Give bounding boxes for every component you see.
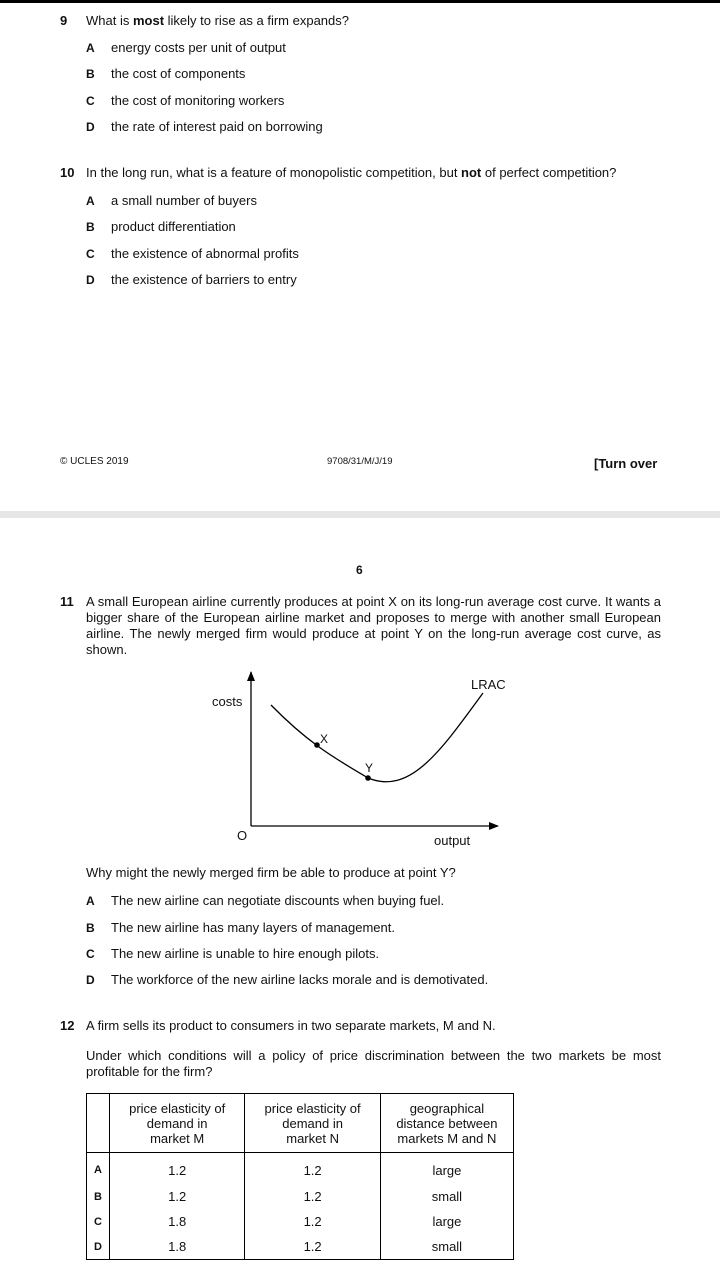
table-cell-distance: small <box>380 1234 513 1260</box>
q11-option-a: A The new airline can negotiate discounts when buying fuel. <box>86 893 445 908</box>
q12-number: 12 <box>60 1018 75 1033</box>
q10-option-d: D the existence of barriers to entry <box>86 272 297 287</box>
table-header-market-m: price elasticity of demand in market M <box>109 1094 244 1153</box>
q11-number: 11 <box>60 594 74 609</box>
q9-stem: What is most likely to rise as a firm expands? <box>86 13 349 28</box>
table-cell-distance: large <box>380 1153 513 1185</box>
table-cell-n: 1.2 <box>245 1184 380 1209</box>
x-axis-label: output <box>434 833 471 848</box>
point-y-marker <box>365 775 371 781</box>
point-x-marker <box>314 742 320 748</box>
q9-number: 9 <box>60 13 68 28</box>
table-cell-m: 1.8 <box>109 1234 244 1260</box>
page-number: 6 <box>356 563 363 577</box>
table-header-distance: geographical distance between markets M and N <box>380 1094 513 1153</box>
q11-question: Why might the newly merged firm be able to produce at point Y? <box>86 865 456 880</box>
table-cell-m: 1.2 <box>109 1153 244 1185</box>
table-row <box>87 1234 514 1260</box>
table-header-blank <box>87 1094 110 1153</box>
q9-option-c: C the cost of monitoring workers <box>86 93 285 108</box>
q11-option-c: C The new airline is unable to hire enough pilots. <box>86 946 380 961</box>
table-row-letter: B <box>87 1184 110 1209</box>
q12-stem: A firm sells its product to consumers in two separate markets, M and N. <box>86 1018 496 1033</box>
q11-stem: A small European airline currently produces at point X on its long-run average cost curve. It wants a bigger share of the European airline market and proposes to merge with another small European airline. The newly merged firm would produce at point Y on the long-run average cost curve, as shown. <box>86 594 661 657</box>
q10-stem: In the long run, what is a feature of monopolistic competition, but not of perfect competition? <box>86 165 617 180</box>
paper-code: 9708/31/M/J/19 <box>327 456 393 467</box>
table-row-letter: D <box>87 1234 110 1260</box>
table-header-row <box>87 1094 514 1153</box>
q10-option-b: B product differentiation <box>86 219 236 234</box>
table-cell-n: 1.2 <box>245 1153 380 1185</box>
turn-over-label: [Turn over <box>594 456 658 471</box>
q9-option-a: A energy costs per unit of output <box>86 40 286 55</box>
q9-option-b: B the cost of components <box>86 66 246 81</box>
table-cell-m: 1.2 <box>109 1184 244 1209</box>
table-row <box>87 1209 514 1234</box>
table-cell-m: 1.8 <box>109 1209 244 1234</box>
point-y-label: Y <box>365 761 374 775</box>
table-row <box>87 1184 514 1209</box>
y-axis-label: costs <box>212 694 243 709</box>
table-row <box>87 1153 514 1185</box>
price-discrimination-table <box>86 1093 514 1260</box>
table-cell-distance: large <box>380 1209 513 1234</box>
origin-label: O <box>237 828 248 843</box>
q11-option-d: D The workforce of the new airline lacks morale and is demotivated. <box>86 972 489 987</box>
point-x-label: X <box>320 732 329 746</box>
table-cell-n: 1.2 <box>245 1234 380 1260</box>
lrac-curve <box>271 693 483 782</box>
lrac-label: LRAC <box>471 677 506 692</box>
table-cell-distance: small <box>380 1184 513 1209</box>
q10-number: 10 <box>60 165 75 180</box>
q11-option-b: B The new airline has many layers of management. <box>86 920 395 935</box>
q10-option-a: A a small number of buyers <box>86 193 257 208</box>
table-header-market-n: price elasticity of demand in market N <box>245 1094 380 1153</box>
q12-question: Under which conditions will a policy of price discrimination between the two markets be most profitable for the firm? <box>86 1048 661 1079</box>
table-cell-n: 1.2 <box>245 1209 380 1234</box>
q10-option-c: C the existence of abnormal profits <box>86 246 299 261</box>
q9-option-d: D the rate of interest paid on borrowing <box>86 119 323 134</box>
copyright-notice: © UCLES 2019 <box>60 456 129 467</box>
table-row-letter: A <box>87 1153 110 1185</box>
table-row-letter: C <box>87 1209 110 1234</box>
